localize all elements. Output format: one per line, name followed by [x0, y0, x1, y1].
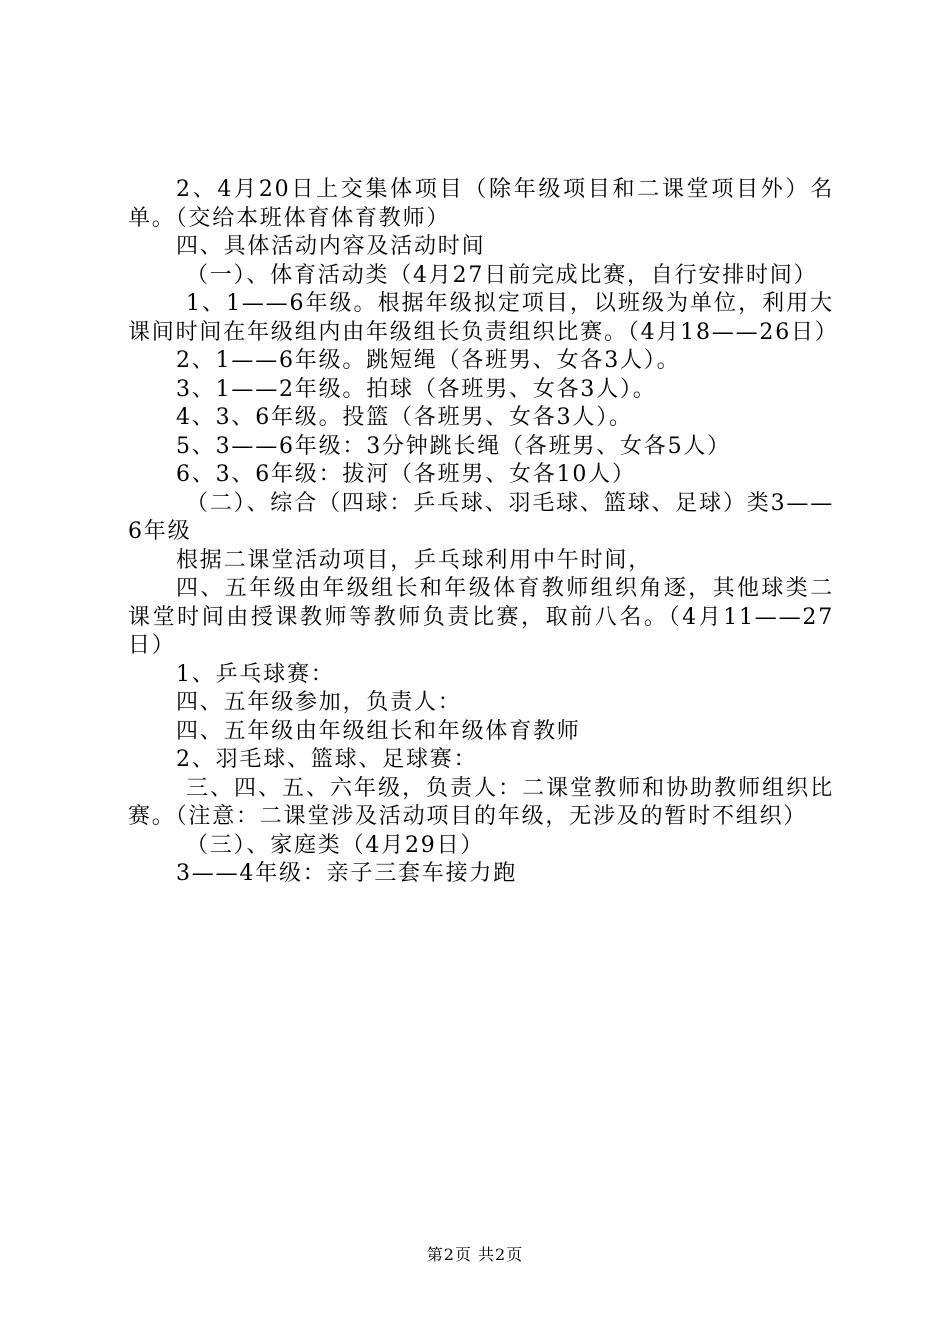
list-item: 2、1——6年级。跳短绳（各班男、女各3人）。	[176, 348, 681, 373]
paragraph: 四、五年级参加，负责人：	[176, 690, 462, 715]
section-heading: 四、具体活动内容及活动时间	[176, 234, 486, 259]
list-item: 3、1——2年级。拍球（各班男、女各3人）。	[176, 376, 657, 402]
list-item: 1、乒乓球赛：	[176, 661, 335, 687]
list-item: 5、3——6年级：3分钟跳长绳（各班男、女各5人）	[176, 433, 731, 459]
paragraph: 1、1——6年级。根据年级拟定项目，以班级为单位，利用大课间时间在年级组内由年级组长负责组织比赛。（4月18——26日）	[128, 291, 839, 345]
list-item: 4、3、6年级。投篮（各班男、女各3人）。	[176, 405, 633, 430]
paragraph: 3——4年级：亲子三套车接力跑	[176, 861, 517, 886]
subsection-heading: （一）、体育活动类（4月27日前完成比赛，自行安排时间）	[186, 262, 818, 288]
paragraph: 三、四、五、六年级，负责人：二课堂教师和协助教师组织比赛。（注意：二课堂涉及活动项目的年级，无涉及的暂时不组织）	[128, 775, 834, 829]
list-item: 6、3、6年级：拔河（各班男、女各10人）	[176, 462, 636, 487]
page-number-footer: 第2页 共2页	[426, 1245, 524, 1264]
paragraph: 根据二课堂活动项目，乒乓球利用中午时间，	[176, 547, 653, 573]
document-body	[128, 176, 839, 889]
paragraph: 四、五年级由年级组长和年级体育教师组织角逐，其他球类二课堂时间由授课教师等教师负责比赛，取前八名。（4月11——27日）	[128, 576, 834, 658]
subsection-heading: （二）、综合（四球：乒乓球、羽毛球、篮球、足球）类3——6年级	[128, 490, 834, 544]
paragraph: 四、五年级由年级组长和年级体育教师	[176, 718, 581, 744]
subsection-heading: （三）、家庭类（4月29日）	[186, 832, 485, 858]
paragraph: 2、4月20日上交集体项目（除年级项目和二课堂项目外）名单。（交给本班体育体育教师）	[128, 177, 834, 231]
list-item: 2、羽毛球、篮球、足球赛：	[176, 747, 478, 772]
